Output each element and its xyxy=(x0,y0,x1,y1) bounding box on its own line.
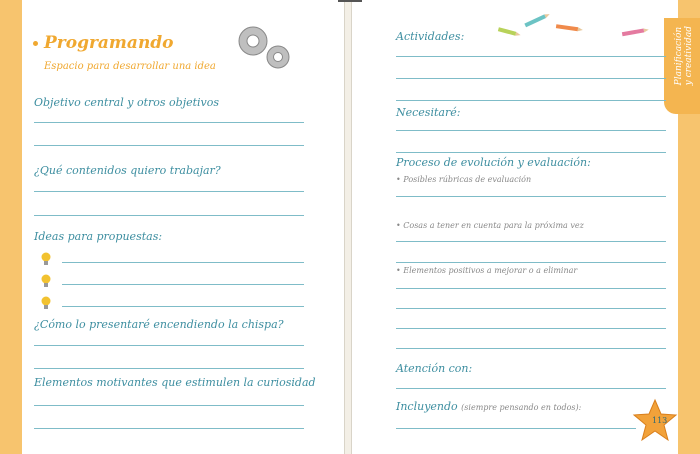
write-line[interactable] xyxy=(396,262,666,263)
page-subtitle: Espacio para desarrollar una idea xyxy=(44,61,216,72)
write-line[interactable] xyxy=(396,348,666,349)
write-line[interactable] xyxy=(34,145,304,146)
write-line[interactable] xyxy=(396,152,666,153)
actividades-label: Actividades: xyxy=(396,30,465,43)
atencion-label: Atención con: xyxy=(396,362,473,375)
write-line[interactable] xyxy=(62,284,304,285)
write-line[interactable] xyxy=(34,215,304,216)
write-line[interactable] xyxy=(396,388,666,389)
elementos-label: Elementos motivantes que estimulen la curiosidad xyxy=(34,376,316,389)
bulb-icon xyxy=(41,274,51,288)
write-line[interactable] xyxy=(396,56,666,57)
write-line[interactable] xyxy=(396,241,666,242)
necesitare-label: Necesitaré: xyxy=(396,106,461,119)
write-line[interactable] xyxy=(62,262,304,263)
section-tab-label xyxy=(674,26,694,85)
write-line[interactable] xyxy=(34,191,304,192)
rubricas-label: • Posibles rúbricas de evaluación xyxy=(396,175,532,184)
pencil-icon xyxy=(522,12,552,28)
write-line[interactable] xyxy=(34,405,304,406)
write-line[interactable] xyxy=(396,78,666,79)
write-line[interactable] xyxy=(396,328,666,329)
title-bullet xyxy=(33,41,38,46)
write-line[interactable] xyxy=(396,428,636,429)
section-tab-line-1: Planificación xyxy=(674,26,684,86)
objetivo-label: Objetivo central y otros objetivos xyxy=(34,96,220,109)
pencil-icon xyxy=(554,22,584,34)
write-line[interactable] xyxy=(62,306,304,307)
write-line[interactable] xyxy=(34,345,304,346)
pencil-icon xyxy=(620,26,650,38)
elementos-positivos-label: • Elementos positivos a mejorar o a eliminar xyxy=(396,266,578,275)
write-line[interactable] xyxy=(396,130,666,131)
bulb-icon xyxy=(41,296,51,310)
write-line[interactable] xyxy=(396,196,666,197)
write-line[interactable] xyxy=(34,122,304,123)
write-line[interactable] xyxy=(396,308,666,309)
contenidos-label: ¿Qué contenidos quiero trabajar? xyxy=(34,164,221,177)
write-line[interactable] xyxy=(396,100,666,101)
proceso-label: Proceso de evolución y evaluación: xyxy=(396,156,591,169)
bulb-icon xyxy=(41,252,51,266)
incluyendo-label-text: Incluyendo xyxy=(396,400,458,413)
incluyendo-note: (siempre pensando en todos): xyxy=(461,403,582,412)
ideas-label: Ideas para propuestas: xyxy=(34,230,163,243)
pencil-icon xyxy=(496,26,522,38)
page-number: 113 xyxy=(652,416,668,425)
incluyendo-label xyxy=(396,400,581,413)
section-tab-line-2: y creatividad xyxy=(684,26,694,86)
write-line[interactable] xyxy=(34,428,304,429)
gears-icon xyxy=(236,24,294,72)
page-title: Programando xyxy=(44,33,174,53)
cosas-label: • Cosas a tener en cuenta para la próxima vez xyxy=(396,221,584,230)
write-line[interactable] xyxy=(396,288,666,289)
spine-divider xyxy=(338,0,362,2)
presentar-label: ¿Cómo lo presentaré encendiendo la chispa? xyxy=(34,318,284,331)
book-spine xyxy=(344,0,352,454)
write-line[interactable] xyxy=(34,368,304,369)
